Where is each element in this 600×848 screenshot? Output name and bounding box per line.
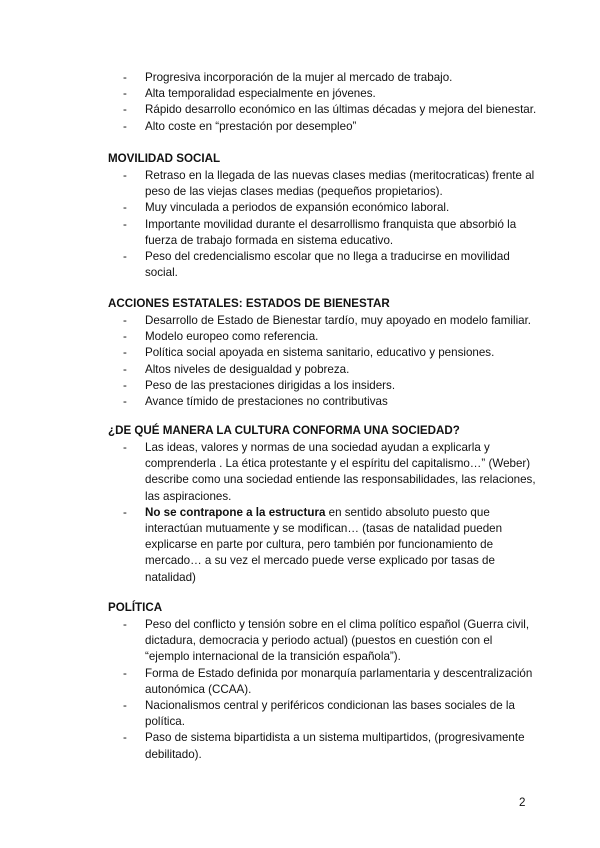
- section-heading: ¿DE QUÉ MANERA LA CULTURA CONFORMA UNA SOCIEDAD?: [108, 424, 460, 437]
- section-heading: POLÍTICA: [108, 601, 163, 614]
- intro-list: [120, 70, 540, 135]
- section-cultura: [108, 423, 540, 586]
- section-heading: MOVILIDAD SOCIAL: [108, 152, 221, 165]
- list-item: - Alta temporalidad especialmente en jóvenes.: [120, 86, 540, 102]
- page-number: 2: [519, 796, 526, 809]
- list-item: - Alto coste en “prestación por desempleo”: [120, 119, 540, 135]
- list-item: - Peso de las prestaciones dirigidas a los insiders.: [120, 378, 540, 394]
- list-item: - Avance tímido de prestaciones no contributivas: [120, 394, 540, 410]
- intro-list-block: [120, 70, 540, 135]
- bold-emphasis: No se contrapone a la estructura: [145, 505, 326, 519]
- list-item: - Retraso en la llegada de las nuevas clases medias (meritocraticas) frente al peso de las viejas clases medias (pequeños propietarios).: [120, 168, 540, 200]
- list-item: - Peso del conflicto y tensión sobre en el clima político español (Guerra civil, dictadura, democracia y periodo actual) (puestos en cuestión con el “ejemplo internacional de la transición española”).: [120, 617, 540, 666]
- section-list: [108, 617, 540, 763]
- list-item: - Muy vinculada a periodos de expansión económico laboral.: [120, 200, 540, 216]
- list-item: - Desarrollo de Estado de Bienestar tardío, muy apoyado en modelo familiar.: [120, 313, 540, 329]
- section-list: [108, 168, 540, 281]
- section-acciones-estatales: [108, 296, 540, 410]
- list-item: - Peso del credencialismo escolar que no llega a traducirse en movilidad social.: [120, 249, 540, 281]
- list-item: - Progresiva incorporación de la mujer al mercado de trabajo.: [120, 70, 540, 86]
- section-list: [108, 440, 540, 586]
- list-item-text: en sentido absoluto puesto que interactúan mutuamente y se modifican… (tasas de natalidad pueden explicarse en parte por cultura, pero también por funcionamiento de mercado… a su vez el mercado puede verse explicado por tasas de natalidad): [145, 505, 503, 584]
- list-item: - Altos niveles de desigualdad y pobreza.: [120, 362, 540, 378]
- list-item: - Rápido desarrollo económico en las últimas décadas y mejora del bienestar.: [120, 102, 540, 118]
- list-item: - Nacionalismos central y periféricos condicionan las bases sociales de la política.: [120, 698, 540, 730]
- list-item: - Importante movilidad durante el desarrollismo franquista que absorbió la fuerza de trabajo formada en sistema educativo.: [120, 217, 540, 249]
- section-list: [108, 313, 540, 410]
- list-item: - Modelo europeo como referencia.: [120, 329, 540, 345]
- list-item: - Las ideas, valores y normas de una sociedad ayudan a explicarla y comprenderla . La ética protestante y el espíritu del capitalismo…” (Weber) describe como una sociedad entiende las responsabilidades, las relaciones, las aspiraciones.: [120, 440, 540, 505]
- list-item: - Forma de Estado definida por monarquía parlamentaria y descentralización autonómica (CCAA).: [120, 666, 540, 698]
- section-heading: ACCIONES ESTATALES: ESTADOS DE BIENESTAR: [108, 297, 390, 310]
- section-movilidad-social: [108, 151, 540, 281]
- list-item: - Política social apoyada en sistema sanitario, educativo y pensiones.: [120, 345, 540, 361]
- section-politica: [108, 600, 540, 763]
- list-item: - Paso de sistema bipartidista a un sistema multipartidos, (progresivamente debilitado).: [120, 730, 540, 762]
- list-item: [120, 505, 540, 586]
